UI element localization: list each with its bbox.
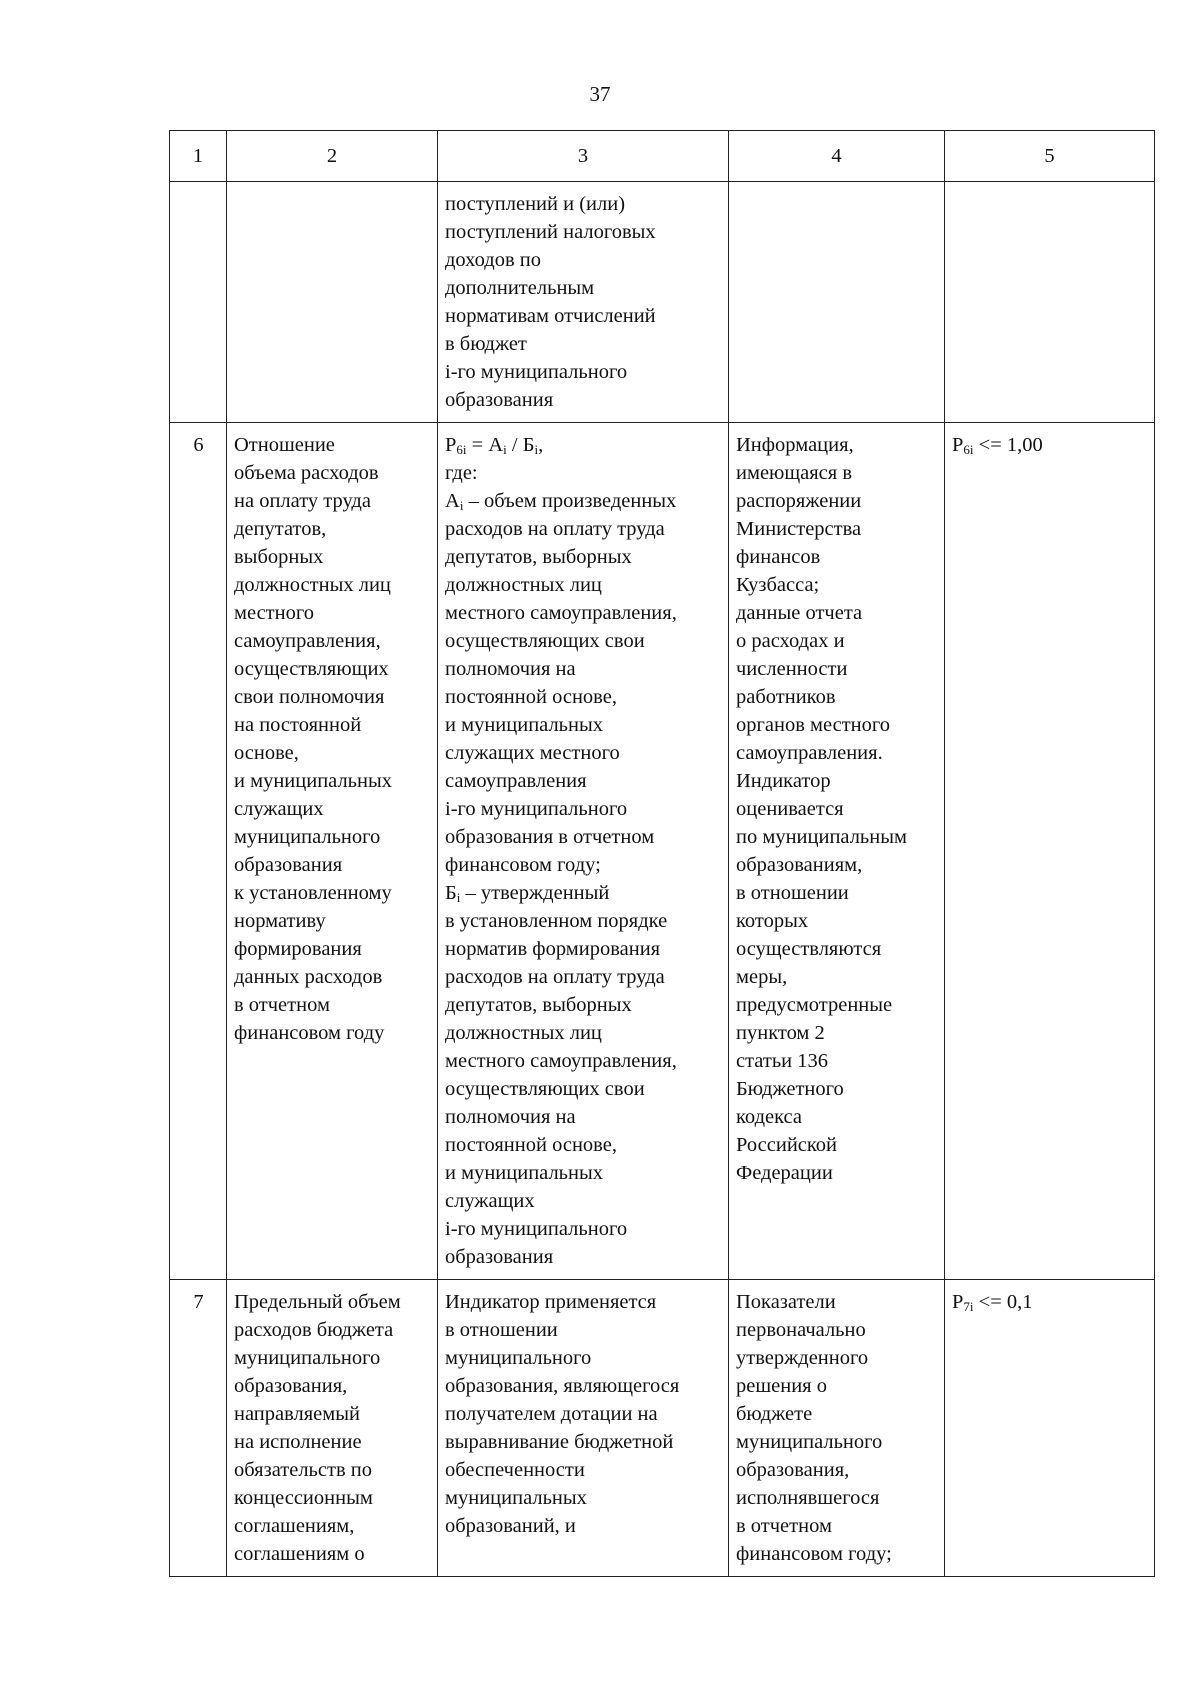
text-line: Российской xyxy=(736,1134,838,1156)
text-line: нормативу xyxy=(234,910,326,932)
text-line: осуществляющих свои xyxy=(445,1078,645,1100)
cell-threshold xyxy=(945,182,1155,423)
text-line: полномочия на xyxy=(445,1106,576,1128)
text-line: которых xyxy=(736,910,809,932)
text-line: образования, xyxy=(234,1375,348,1397)
text-line: Федерации xyxy=(736,1162,833,1184)
table-row-continuation xyxy=(170,182,1155,423)
text-line: i-го муниципального xyxy=(445,798,628,820)
text-line: исполнявшегося xyxy=(736,1487,880,1509)
text-line: пунктом 2 xyxy=(736,1022,825,1044)
text-line: полномочия на xyxy=(445,658,576,680)
text-line: выборных xyxy=(234,546,324,568)
text-line: самоуправления, xyxy=(234,630,381,652)
text-line: выравнивание бюджетной xyxy=(445,1431,674,1453)
text-line: статьи 136 xyxy=(736,1050,829,1072)
text-line: расходов на оплату труда xyxy=(445,518,665,540)
text-line: поступлений и (или) xyxy=(445,193,626,215)
text-line: направляемый xyxy=(234,1403,361,1425)
text-line: самоуправления xyxy=(445,770,587,792)
text-line: муниципального xyxy=(234,826,381,848)
text-line: данных расходов xyxy=(234,966,383,988)
text-line: распоряжении xyxy=(736,490,862,512)
text-line: образований, и xyxy=(445,1515,576,1537)
text-line: и муниципальных xyxy=(445,714,604,736)
header-cell-4: 4 xyxy=(729,131,945,182)
text-line: служащих xyxy=(445,1190,535,1212)
header-cell-2: 2 xyxy=(227,131,438,182)
indicator-source xyxy=(729,1280,945,1577)
cell-name xyxy=(227,182,438,423)
text-line: кодекса xyxy=(736,1106,803,1128)
text-line: служащих xyxy=(234,798,324,820)
text-line: муниципального xyxy=(736,1431,883,1453)
text-line: нормативам отчислений xyxy=(445,305,656,327)
text-line: Предельный объем xyxy=(234,1291,401,1313)
cell-formula xyxy=(438,182,729,423)
text-line: постоянной основе, xyxy=(445,1134,617,1156)
text-line: работников xyxy=(736,686,836,708)
text-line: образования xyxy=(234,854,343,876)
text-line: местного самоуправления, xyxy=(445,602,677,624)
text-line: о расходах и xyxy=(736,630,845,652)
text-line: обязательств по xyxy=(234,1459,372,1481)
text-line: образованиям, xyxy=(736,854,863,876)
text-line: имеющаяся в xyxy=(736,462,853,484)
text-line: постоянной основе, xyxy=(445,686,617,708)
text-line: должностных лиц xyxy=(445,574,602,596)
text-line: в установленном порядке xyxy=(445,910,668,932)
row-number: 7 xyxy=(170,1280,227,1577)
text-line: депутатов, выборных xyxy=(445,546,632,568)
text-line: в бюджет xyxy=(445,333,527,355)
text-line: муниципального xyxy=(234,1347,381,1369)
text-line: органов местного xyxy=(736,714,891,736)
text-line: к установленному xyxy=(234,882,392,904)
variable-a-line: $А_i$ – объем произведенных xyxy=(445,490,677,513)
text-line: Информация, xyxy=(736,434,854,456)
text-line: должностных лиц xyxy=(234,574,391,596)
text-line: и муниципальных xyxy=(445,1162,604,1184)
threshold-line: $Р_{7i} <= 0,1$ xyxy=(952,1291,1033,1314)
text-line: решения о xyxy=(736,1375,827,1397)
text-line: Бюджетного xyxy=(736,1078,844,1100)
cell-num xyxy=(170,182,227,423)
text-line: депутатов, xyxy=(234,518,327,540)
text-line: образования xyxy=(445,389,554,411)
text-line: по муниципальным xyxy=(736,826,907,848)
text-line: и муниципальных xyxy=(234,770,393,792)
table-header-row xyxy=(170,131,1155,182)
indicator-formula xyxy=(438,1280,729,1577)
text-line: в отчетном xyxy=(234,994,330,1016)
text-line: образования xyxy=(445,1246,554,1268)
table-row-6 xyxy=(170,423,1155,1280)
indicator-table xyxy=(169,130,1155,1577)
text-line: свои полномочия xyxy=(234,686,385,708)
indicator-source xyxy=(729,423,945,1280)
text-line: служащих местного xyxy=(445,742,620,764)
text-line: i-го муниципального xyxy=(445,361,628,383)
text-line: на исполнение xyxy=(234,1431,362,1453)
text-line: осуществляющих свои xyxy=(445,630,645,652)
text-line: Индикатор применяется xyxy=(445,1291,657,1313)
text-line: расходов на оплату труда xyxy=(445,966,665,988)
text-line: Министерства xyxy=(736,518,862,540)
text-line: Кузбасса; xyxy=(736,574,820,596)
header-cell-3: 3 xyxy=(438,131,729,182)
text-line: местного самоуправления, xyxy=(445,1050,677,1072)
text-line: основе, xyxy=(234,742,299,764)
text-line: самоуправления. xyxy=(736,742,883,764)
text-line: депутатов, выборных xyxy=(445,994,632,1016)
text-line: где: xyxy=(445,462,478,484)
text-line: обеспеченности xyxy=(445,1459,585,1481)
text-line: муниципального xyxy=(445,1347,592,1369)
table-row-7 xyxy=(170,1280,1155,1577)
text-line: меры, xyxy=(736,966,788,988)
text-line: соглашениям о xyxy=(234,1543,365,1565)
text-line: доходов по xyxy=(445,249,542,271)
indicator-name xyxy=(227,423,438,1280)
text-line: Показатели xyxy=(736,1291,836,1313)
indicator-threshold xyxy=(945,423,1155,1280)
text-line: Индикатор xyxy=(736,770,831,792)
text-line: i-го муниципального xyxy=(445,1218,628,1240)
text-line: первоначально xyxy=(736,1319,866,1341)
indicator-name xyxy=(227,1280,438,1577)
text-line: Отношение xyxy=(234,434,335,456)
text-line: финансовом году xyxy=(234,1022,385,1044)
formula-line: $Р_{6i} = А_i / Б_i$, xyxy=(445,434,544,457)
indicator-threshold xyxy=(945,1280,1155,1577)
indicator-formula xyxy=(438,423,729,1280)
text-line: на оплату труда xyxy=(234,490,371,512)
text-line: образования в отчетном xyxy=(445,826,655,848)
text-line: предусмотренные xyxy=(736,994,893,1016)
threshold-line: $Р_{6i} <= 1,00$ xyxy=(952,434,1043,457)
text-line: численности xyxy=(736,658,848,680)
variable-b-line: $Б_i$ – утвержденный xyxy=(445,882,610,905)
header-cell-1: 1 xyxy=(170,131,227,182)
text-line: формирования xyxy=(234,938,362,960)
text-line: осуществляются xyxy=(736,938,882,960)
text-line: дополнительным xyxy=(445,277,595,299)
text-line: оценивается xyxy=(736,798,844,820)
text-line: концессионным xyxy=(234,1487,373,1509)
text-line: норматив формирования xyxy=(445,938,661,960)
text-line: муниципальных xyxy=(445,1487,587,1509)
text-line: соглашениям, xyxy=(234,1515,355,1537)
text-line: местного xyxy=(234,602,315,624)
text-line: в отношении xyxy=(445,1319,558,1341)
text-line: бюджете xyxy=(736,1403,813,1425)
text-line: в отношении xyxy=(736,882,849,904)
text-line: в отчетном xyxy=(736,1515,832,1537)
text-line: расходов бюджета xyxy=(234,1319,394,1341)
text-line: получателем дотации на xyxy=(445,1403,658,1425)
cell-source xyxy=(729,182,945,423)
text-line: поступлений налоговых xyxy=(445,221,656,243)
text-line: должностных лиц xyxy=(445,1022,602,1044)
text-line: финансов xyxy=(736,546,821,568)
text-line: данные отчета xyxy=(736,602,863,624)
text-line: осуществляющих xyxy=(234,658,389,680)
text-line: утвержденного xyxy=(736,1347,869,1369)
text-line: образования, xyxy=(736,1459,850,1481)
text-line: образования, являющегося xyxy=(445,1375,680,1397)
row-number: 6 xyxy=(170,423,227,1280)
header-cell-5: 5 xyxy=(945,131,1155,182)
page-number: 37 xyxy=(589,82,611,106)
text-line: финансовом году; xyxy=(445,854,601,876)
text-line: финансовом году; xyxy=(736,1543,892,1565)
text-line: на постоянной xyxy=(234,714,362,736)
text-line: объема расходов xyxy=(234,462,379,484)
